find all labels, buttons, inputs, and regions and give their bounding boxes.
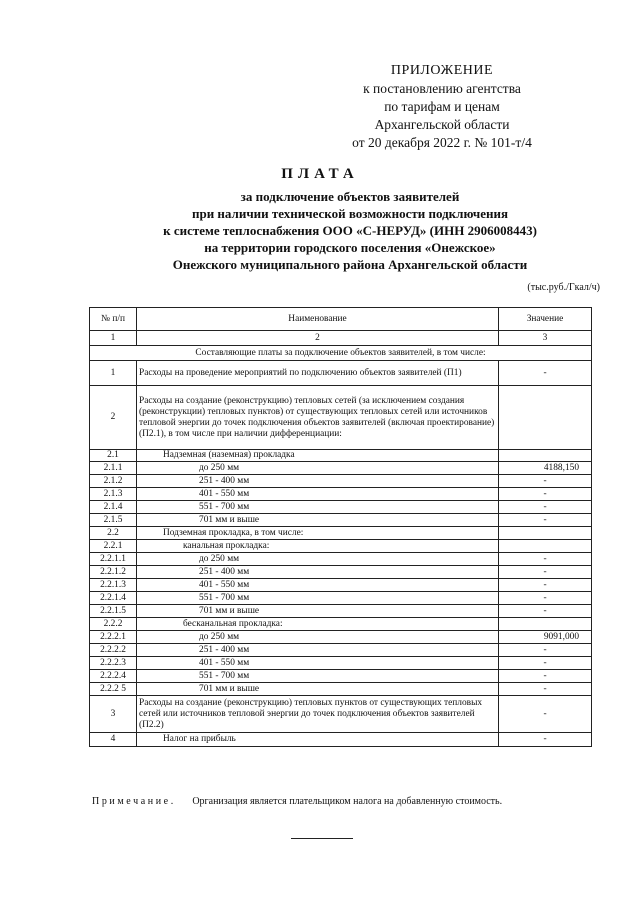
row-value: -	[499, 514, 592, 527]
row-value	[499, 450, 592, 462]
table-row	[90, 527, 592, 540]
row-name: до 250 мм	[137, 553, 499, 566]
row-name: Расходы на создание (реконструкцию) тепловых сетей (за исключением создания (реконструкции) тепловых пунктов) от существующих тепловых сетей или источников тепловой энергии до точек подключения объектов заявителей (включая проектирование) (П2.1), в том числе при наличии дифференциации:	[137, 386, 499, 450]
annex-line-3: по тарифам и ценам	[384, 99, 500, 114]
annex-line-4: Архангельской области	[374, 117, 510, 132]
section-caption: Составляющие платы за подключение объектов заявителей, в том числе:	[90, 346, 592, 361]
row-name: 551 - 700 мм	[137, 592, 499, 605]
table-row	[90, 475, 592, 488]
row-name: 701 мм и выше	[137, 605, 499, 618]
row-name: 701 мм и выше	[137, 514, 499, 527]
row-num: 2.1.1	[90, 462, 137, 475]
column-number-row	[90, 331, 592, 346]
row-value: -	[499, 501, 592, 514]
row-value: -	[499, 592, 592, 605]
row-num: 2.1.3	[90, 488, 137, 501]
row-num: 2.1.5	[90, 514, 137, 527]
row-value: -	[499, 683, 592, 696]
row-value: -	[499, 733, 592, 747]
table-row	[90, 683, 592, 696]
row-num: 2.2	[90, 527, 137, 540]
colnum-3: 3	[499, 331, 592, 346]
annex-line-1: ПРИЛОЖЕНИЕ	[390, 63, 494, 78]
table-row	[90, 657, 592, 670]
table-row	[90, 501, 592, 514]
row-name: 401 - 550 мм	[137, 579, 499, 592]
row-name: Подземная прокладка, в том числе:	[137, 527, 499, 540]
subtitle-line-3: к системе теплоснабжения ООО «С-НЕРУД» (ИНН 2906008443)	[163, 223, 537, 238]
table-row	[90, 644, 592, 657]
row-value: -	[499, 670, 592, 683]
row-name: бесканальная прокладка:	[137, 618, 499, 631]
annex-line-2: к постановлению агентства	[363, 81, 521, 96]
row-value: -	[499, 579, 592, 592]
header-value: Значение	[499, 308, 592, 331]
row-value: -	[499, 566, 592, 579]
subtitle-line-5: Онежского муниципального района Архангельской области	[172, 257, 528, 272]
row-value	[499, 527, 592, 540]
fee-table	[89, 307, 592, 747]
subtitle-line-4: на территории городского поселения «Онежское»	[204, 240, 496, 255]
row-name: 251 - 400 мм	[137, 644, 499, 657]
row-name: 701 мм и выше	[137, 683, 499, 696]
table-header-row	[90, 308, 592, 331]
row-value: -	[499, 361, 592, 386]
table-row	[90, 386, 592, 450]
row-num: 2.2.2 5	[90, 683, 137, 696]
row-value	[499, 618, 592, 631]
colnum-2: 2	[137, 331, 499, 346]
row-value: -	[499, 605, 592, 618]
note-label: Примечание.	[92, 796, 176, 807]
row-num: 2.1.2	[90, 475, 137, 488]
row-value	[499, 540, 592, 553]
header-num: № п/п	[90, 308, 137, 331]
row-name: Расходы на проведение мероприятий по подключению объектов заявителей (П1)	[137, 361, 499, 386]
table-row	[90, 514, 592, 527]
row-name: до 250 мм	[137, 462, 499, 475]
table-row	[90, 540, 592, 553]
table-row	[90, 592, 592, 605]
row-num: 2.2.2	[90, 618, 137, 631]
row-name: 401 - 550 мм	[137, 488, 499, 501]
table-row	[90, 605, 592, 618]
table-row	[90, 618, 592, 631]
row-name: 251 - 400 мм	[137, 566, 499, 579]
annex-line-5: от 20 декабря 2022 г. № 101-т/4	[352, 135, 532, 150]
table-row	[90, 450, 592, 462]
row-num: 2.2.2.2	[90, 644, 137, 657]
colnum-1: 1	[90, 331, 137, 346]
row-value: -	[499, 657, 592, 670]
header-name: Наименование	[137, 308, 499, 331]
row-num: 2.2.1.5	[90, 605, 137, 618]
row-value: -	[499, 553, 592, 566]
separator-line	[291, 838, 353, 839]
table-row	[90, 579, 592, 592]
note-text: Организация является плательщиком налога на добавленную стоимость.	[192, 796, 503, 807]
note	[92, 796, 502, 807]
subtitle-line-1: за подключение объектов заявителей	[240, 189, 460, 204]
row-value: -	[499, 475, 592, 488]
annex-block	[322, 62, 562, 152]
row-name: до 250 мм	[137, 631, 499, 644]
row-name: Налог на прибыль	[137, 733, 499, 747]
row-value: 9091,000	[499, 631, 592, 644]
row-num: 3	[90, 696, 137, 733]
row-num: 2.2.1.2	[90, 566, 137, 579]
row-num: 2.2.1.4	[90, 592, 137, 605]
table-row	[90, 566, 592, 579]
row-name: Расходы на создание (реконструкцию) тепловых пунктов от существующих тепловых сетей или источников тепловой энергии до точек подключения объектов заявителей (П2.2)	[137, 696, 499, 733]
row-value	[499, 386, 592, 450]
row-num: 4	[90, 733, 137, 747]
row-name: Надземная (наземная) прокладка	[137, 450, 499, 462]
row-num: 2.1.4	[90, 501, 137, 514]
row-num: 2.2.2.4	[90, 670, 137, 683]
table-row	[90, 488, 592, 501]
table-row	[90, 631, 592, 644]
row-value: -	[499, 644, 592, 657]
section-caption-row	[90, 346, 592, 361]
table-row	[90, 670, 592, 683]
row-num: 2.2.1.3	[90, 579, 137, 592]
row-value: -	[499, 488, 592, 501]
document-title: ПЛАТА	[281, 166, 359, 182]
row-num: 1	[90, 361, 137, 386]
row-num: 2	[90, 386, 137, 450]
row-num: 2.2.2.1	[90, 631, 137, 644]
row-name: канальная прокладка:	[137, 540, 499, 553]
row-name: 251 - 400 мм	[137, 475, 499, 488]
row-num: 2.1	[90, 450, 137, 462]
row-num: 2.2.1	[90, 540, 137, 553]
row-num: 2.2.1.1	[90, 553, 137, 566]
table-row	[90, 361, 592, 386]
table-row	[90, 553, 592, 566]
row-name: 401 - 550 мм	[137, 657, 499, 670]
subtitle-line-2: при наличии технической возможности подключения	[191, 206, 509, 221]
unit-label: (тыс.руб./Гкал/ч)	[527, 282, 600, 293]
table-row	[90, 733, 592, 747]
row-value: 4188,150	[499, 462, 592, 475]
row-name: 551 - 700 мм	[137, 501, 499, 514]
row-value: -	[499, 696, 592, 733]
row-name: 551 - 700 мм	[137, 670, 499, 683]
table-row	[90, 696, 592, 733]
title-block	[0, 166, 640, 273]
table-row	[90, 462, 592, 475]
row-num: 2.2.2.3	[90, 657, 137, 670]
